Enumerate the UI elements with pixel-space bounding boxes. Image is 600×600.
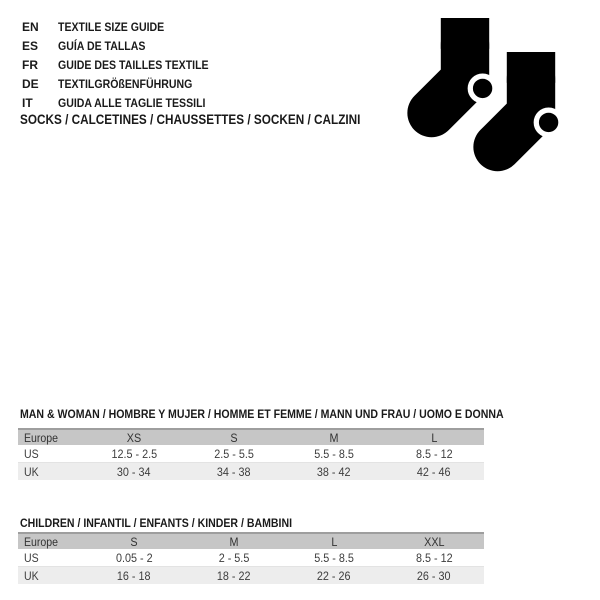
size-cell: 0.05 - 2 [115,550,153,565]
column-header-region: Europe [24,430,59,445]
column-header-size: XS [126,430,142,445]
size-table-man-woman [18,428,484,480]
language-code: IT [22,95,33,110]
size-cell: 18 - 22 [217,568,251,583]
column-header-size: S [230,430,238,445]
language-code: EN [22,19,39,34]
language-code: ES [22,38,39,53]
guide-title-es: GUÍA DE TALLAS [58,38,146,53]
size-cell: 30 - 34 [117,464,151,479]
size-cell: 2.5 - 5.5 [214,446,254,461]
column-header-size: M [229,534,239,549]
size-cell: 16 - 18 [117,568,151,583]
table-title-man-woman: MAN & WOMAN / HOMBRE Y MUJER / HOMME ET FEMME / MANN UND FRAU / UOMO E DONNA [20,407,504,421]
table-row-uk [18,463,484,480]
sock-front [498,47,562,147]
size-cell: 22 - 26 [317,568,351,583]
size-cell: 5.5 - 8.5 [314,446,354,461]
column-header-size: L [330,534,338,549]
region-cell: UK [24,464,39,479]
language-list [22,17,229,112]
column-header-size: XXL [423,534,445,549]
column-header-region: Europe [24,534,59,549]
language-row-en [22,17,229,36]
region-cell: UK [24,568,39,583]
column-header-size: M [329,430,339,445]
size-cell: 2 - 5.5 [218,550,250,565]
guide-title-it: GUIDA ALLE TAGLIE TESSILI [58,95,206,110]
size-cell: 42 - 46 [417,464,451,479]
product-category-heading: SOCKS / CALCETINES / CHAUSSETTES / SOCKEN / CALZINI [20,111,361,127]
guide-title-fr: GUIDE DES TAILLES TEXTILE [58,57,209,72]
size-cell: 5.5 - 8.5 [314,550,354,565]
language-row-es [22,36,229,55]
heel-ring [470,76,495,101]
region-cell: US [24,550,39,565]
guide-title-de: TEXTILGRÖßENFÜHRUNG [58,76,193,91]
size-cell: 38 - 42 [317,464,351,479]
region-cell: US [24,446,39,461]
language-row-fr [22,55,229,74]
size-cell: 34 - 38 [217,464,251,479]
size-cell: 8.5 - 12 [415,550,453,565]
table-header-row [18,428,484,445]
language-row-de [22,74,229,93]
language-code: DE [22,76,39,91]
column-header-size: L [430,430,438,445]
sock-back [432,18,495,113]
table-row-us [18,445,484,463]
size-cell: 26 - 30 [417,568,451,583]
size-table-children [18,532,484,584]
socks-icon [393,10,568,182]
heel-ring [536,110,561,135]
language-code: FR [22,57,38,72]
table-title-children: CHILDREN / INFANTIL / ENFANTS / KINDER / BAMBINI [20,516,293,530]
size-cell: 8.5 - 12 [415,446,453,461]
table-header-row [18,532,484,549]
table-row-uk [18,567,484,584]
column-header-size: S [130,534,138,549]
size-cell: 12.5 - 2.5 [111,446,157,461]
guide-title-en: TEXTILE SIZE GUIDE [58,19,165,34]
language-row-it [22,93,229,112]
table-row-us [18,549,484,567]
